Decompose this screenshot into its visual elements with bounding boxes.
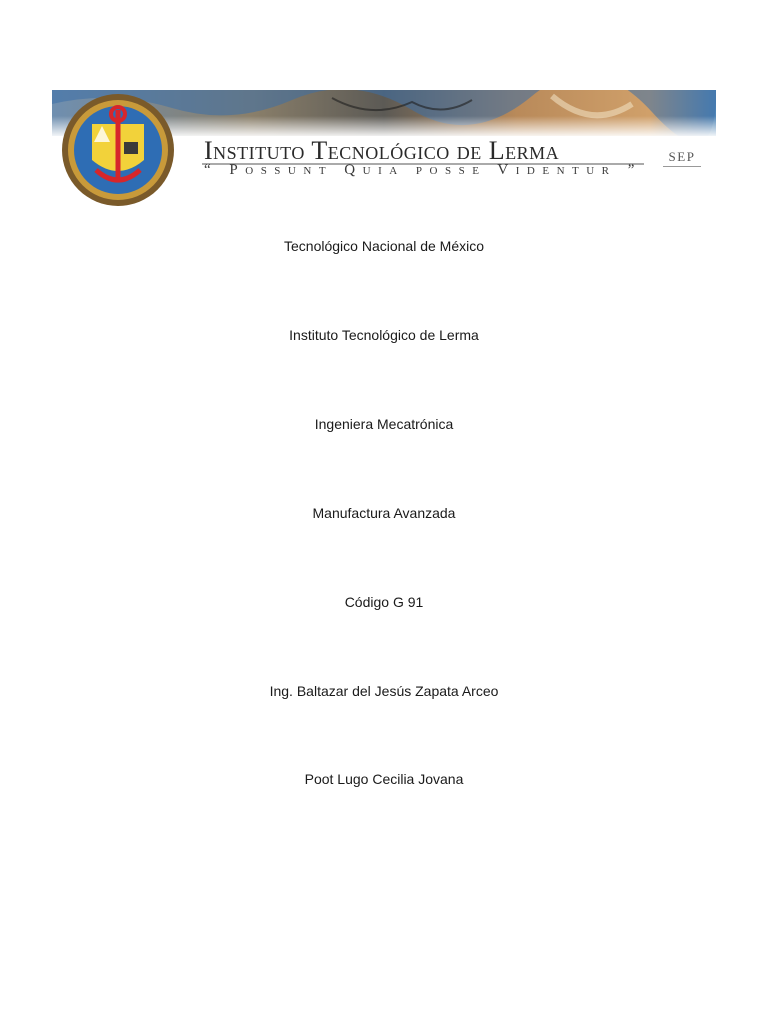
sep-logo: [650, 148, 714, 200]
institute-banner: [52, 90, 716, 206]
banner-motto: “ Possunt Quia posse Videntur ”: [204, 162, 642, 178]
line-program: Ingeniera Mecatrónica: [314, 416, 454, 432]
line-teacher: Ing. Baltazar del Jesús Zapata Arceo: [269, 683, 499, 699]
line-topic: Código G 91: [344, 594, 424, 610]
sep-mark: SEP: [663, 149, 702, 167]
line-student: Poot Lugo Cecilia Jovana: [304, 771, 464, 787]
line-course: Manufactura Avanzada: [312, 505, 456, 521]
institute-seal: [62, 94, 174, 206]
line-tecnm: Tecnológico Nacional de México: [284, 238, 484, 254]
banner-title: Instituto Tecnológico de Lerma: [204, 136, 560, 165]
line-institute: Instituto Tecnológico de Lerma: [289, 327, 479, 343]
